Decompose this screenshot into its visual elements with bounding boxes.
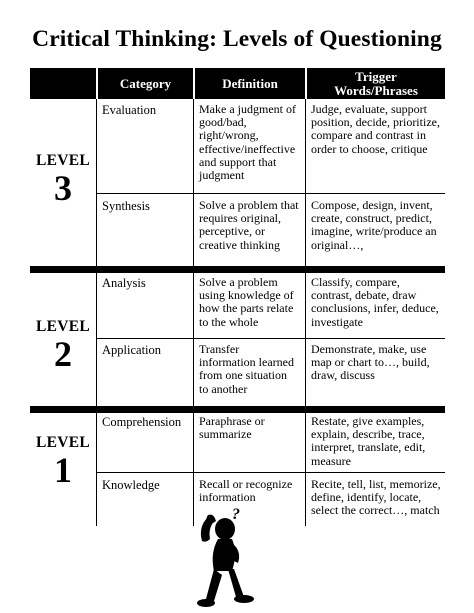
column-line	[305, 273, 306, 406]
column-line	[193, 273, 194, 406]
question-mark: ?	[232, 506, 240, 523]
definition-synthesis: Solve a problem that requires original, perceptive, or creative thinking	[199, 198, 299, 252]
level-separator	[30, 406, 445, 413]
triggers-comprehension: Restate, give examples, explain, describe, trace, interpret, translate, edit, measure	[311, 414, 426, 468]
level-number: 3	[54, 168, 72, 208]
column-line	[96, 99, 97, 266]
triggers-application: Demonstrate, make, use map or chart to…, build, draw, discuss	[311, 342, 430, 383]
definition-knowledge: Recall or recognize information	[199, 477, 293, 505]
level-word: LEVEL	[35, 152, 91, 169]
triggers-knowledge: Recite, tell, list, memorize, define, identify, locate, select the correct…, match	[311, 477, 441, 518]
definition-analysis: Solve a problem using knowledge of how the parts relate to the whole	[199, 275, 294, 329]
header-trigger-line1: Trigger	[355, 69, 397, 84]
triggers-evaluation: Judge, evaluate, support position, decide, prioritize, compare and contrast in order to choose, critique	[311, 102, 440, 156]
definition-comprehension: Paraphrase or summarize	[199, 414, 265, 442]
row-divider	[96, 472, 445, 473]
level-2-label	[30, 318, 96, 372]
level-separator	[30, 266, 445, 273]
category-knowledge: Knowledge	[102, 478, 160, 492]
header-trigger-words	[307, 70, 445, 98]
category-synthesis: Synthesis	[102, 199, 150, 213]
row-divider	[96, 338, 445, 339]
column-line	[305, 413, 306, 526]
column-line	[305, 99, 306, 266]
category-application: Application	[102, 343, 162, 357]
definition-evaluation: Make a judgment of good/bad, right/wrong, effective/ineffective and support that judgment	[199, 102, 296, 183]
header-trigger-line2: Words/Phrases	[334, 83, 418, 98]
category-evaluation: Evaluation	[102, 103, 157, 117]
level-1-label	[30, 434, 96, 488]
thinking-person-icon	[180, 505, 270, 613]
column-line	[193, 99, 194, 266]
level-number: 2	[54, 334, 72, 374]
category-analysis: Analysis	[102, 276, 146, 290]
triggers-synthesis: Compose, design, invent, create, construct, predict, imagine, write/produce an original…,	[311, 198, 437, 252]
column-line	[96, 273, 97, 406]
level-number: 1	[54, 450, 72, 490]
header-definition: Definition	[222, 76, 278, 91]
header-category: Category	[119, 76, 172, 91]
level-word: LEVEL	[35, 434, 91, 451]
page-title: Critical Thinking: Levels of Questioning	[32, 26, 442, 52]
row-divider	[96, 193, 445, 194]
definition-application: Transfer information learned from one situation to another	[199, 342, 294, 396]
column-line	[96, 413, 97, 526]
triggers-analysis: Classify, compare, contrast, debate, draw conclusions, infer, deduce, investigate	[311, 275, 439, 329]
level-word: LEVEL	[35, 318, 91, 335]
level-3-label	[30, 152, 96, 206]
category-comprehension: Comprehension	[102, 415, 182, 429]
